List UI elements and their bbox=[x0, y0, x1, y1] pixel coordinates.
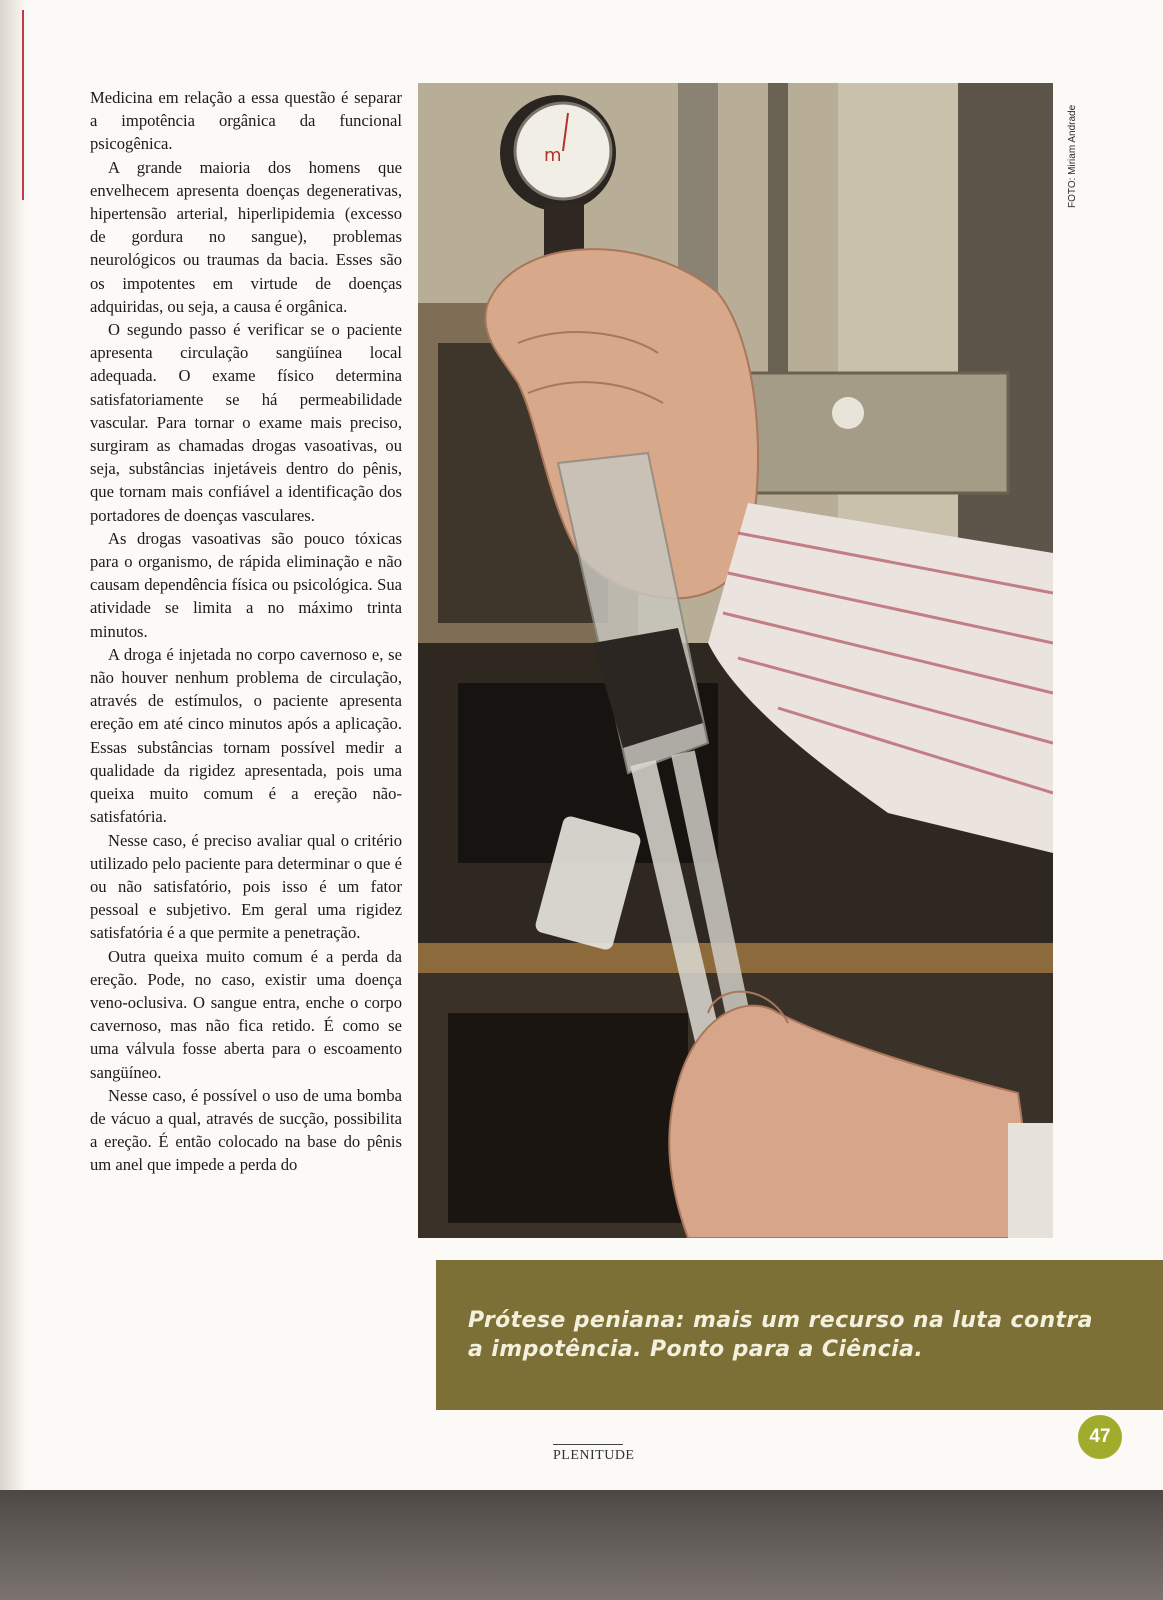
svg-text:m: m bbox=[544, 145, 562, 166]
article-text-column bbox=[90, 86, 402, 1177]
page-number-badge: 47 bbox=[1078, 1415, 1122, 1459]
article-paragraph: A droga é injetada no corpo cavernoso e, se não houver nenhum problema de circulação, através de estímulos, o paciente apresenta ereção em até cinco minutos após a aplicação. Essas substâncias tornam possível medir a qualidade da rigidez apresentada, pois uma queixa muito comum é a ereção não-satisfatória. bbox=[90, 644, 402, 827]
article-paragraph: As drogas vasoativas são pouco tóxicas para o organismo, de rápida eliminação e não causam dependência física ou psicológica. Sua atividade se limita a no máximo trinta minutos. bbox=[90, 528, 402, 641]
article-paragraph: Nesse caso, é possível o uso de uma bomba de vácuo a qual, através de sucção, possibilita a ereção. É então colocado na base do pênis um anel que impede a perda do bbox=[90, 1085, 402, 1175]
footer-rule bbox=[553, 1444, 623, 1445]
article-paragraph: O segundo passo é verificar se o paciente apresenta circulação sangüínea local adequada. O exame físico determina satisfatoriamente se há permeabilidade vascular. Para tornar o exame mais preciso, surgiram as chamadas drogas vasoativas, ou seja, substâncias injetáveis dentro do pênis, que tornam mais confiável a identificação dos portadores de doenças vasculares. bbox=[90, 320, 402, 525]
article-paragraph: Outra queixa muito comum é a perda da ereção. Pode, no caso, existir uma doença veno-oclusiva. O sangue entra, enche o corpo cavernoso, mas não fica retido. É como se uma válvula fosse aberta para o escoamento sangüíneo. bbox=[90, 946, 402, 1082]
page-edge-mark bbox=[22, 10, 24, 200]
vacuum-pump-illustration bbox=[418, 83, 1053, 1238]
photo-caption: Prótese peniana: mais um recurso na luta contra a impotência. Ponto para a Ciência. bbox=[468, 1308, 1093, 1362]
photo-credit bbox=[1056, 78, 1078, 208]
page-binding-shadow bbox=[0, 0, 26, 1490]
article-paragraph: A grande maioria dos homens que envelhecem apresenta doenças degenerativas, hipertensão arterial, hiperlipidemia (excesso de gordura no sangue), problemas neurológicos ou traumas da bacia. Esses são os impotentes em virtude de doenças adquiridas, ou seja, a causa é orgânica. bbox=[90, 157, 402, 316]
magazine-name: PLENITUDE bbox=[553, 1448, 635, 1463]
article-paragraph: Medicina em relação a essa questão é separar a impotência orgânica da funcional psicogênica. bbox=[90, 88, 402, 154]
vacuum-pump-photo bbox=[418, 83, 1053, 1238]
photo-credit-text: FOTO: Miriam Andrade bbox=[1067, 104, 1078, 208]
scan-background bbox=[0, 1490, 1163, 1600]
article-paragraph: Nesse caso, é preciso avaliar qual o critério utilizado pelo paciente para determinar o que é ou não satisfatório, pois isso é um fator pessoal e subjetivo. Em geral uma rigidez satisfatória é a que permite a penetração. bbox=[90, 830, 402, 943]
